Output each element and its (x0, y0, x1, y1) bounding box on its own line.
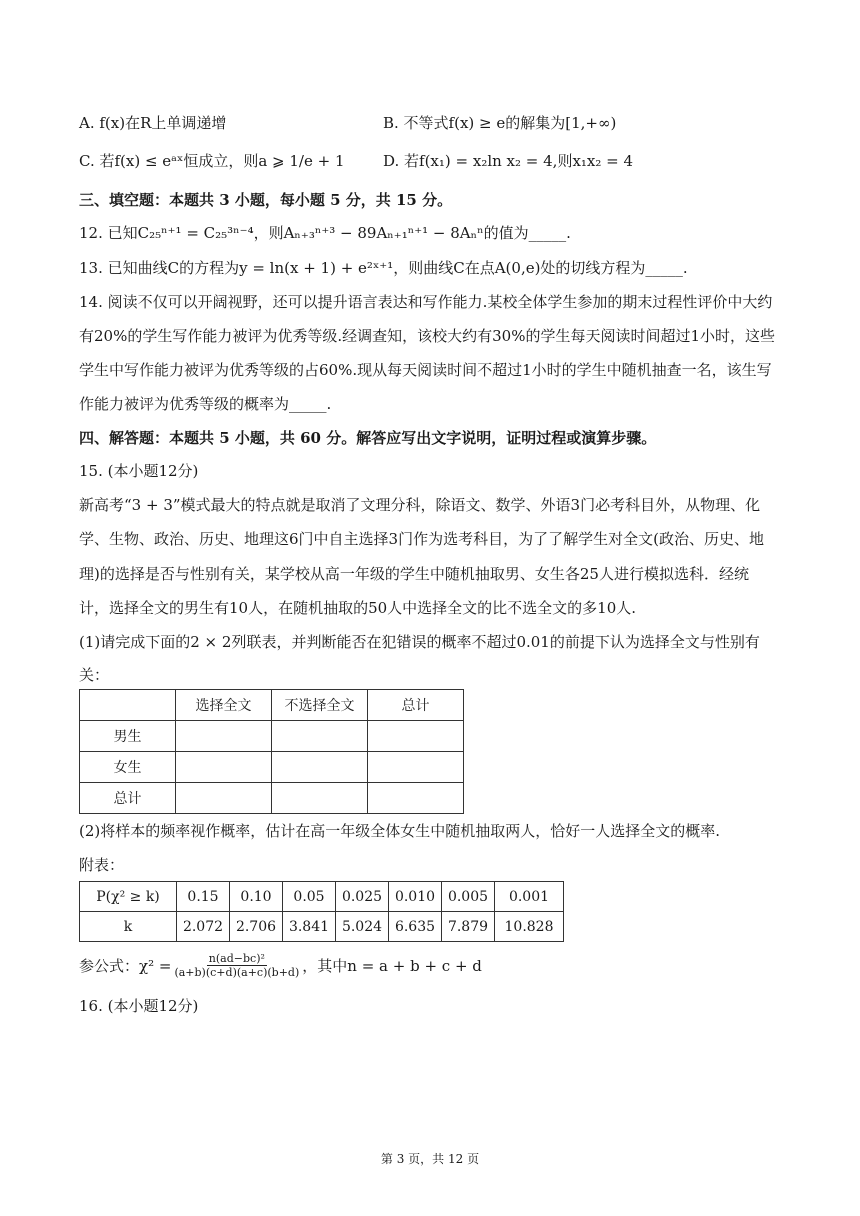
table-cell: 2.072 (177, 912, 230, 942)
contingency-table (79, 689, 464, 814)
table-cell (176, 721, 272, 752)
table-cell: 0.010 (389, 882, 442, 912)
formula-denominator: (a+b)(c+d)(a+c)(b+d) (174, 966, 300, 979)
table-row (80, 783, 464, 814)
table-cell: 7.879 (442, 912, 495, 942)
question-16-heading: 16. (本小题12分) (79, 997, 199, 1015)
question-13: 13. 已知曲线C的方程为y = ln(x + 1) + e²ˣ⁺¹，则曲线C在点A(0,e)处的切线方程为_____. (79, 259, 688, 277)
question-15-body-line: 学、生物、政治、历史、地理这6门中自主选择3门作为选考科目，为了了解学生对全文(政治、历史、地 (79, 530, 764, 548)
option-c: C. 若f(x) ≤ eᵃˣ恒成立，则a ⩾ 1/e + 1 (79, 152, 345, 170)
question-15-part-2: (2)将样本的频率视作概率，估计在高一年级全体女生中随机抽取两人，恰好一人选择全文的概率. (79, 822, 721, 840)
reference-formula (79, 952, 482, 979)
section-3-heading: 三、填空题：本题共 3 小题，每小题 5 分，共 15 分。 (79, 191, 453, 209)
table-cell (272, 783, 368, 814)
question-12: 12. 已知C₂₅ⁿ⁺¹ = C₂₅³ⁿ⁻⁴，则Aₙ₊₃ⁿ⁺³ − 89Aₙ₊₁ⁿ⁺¹ − 8Aₙⁿ的值为_____. (79, 224, 571, 242)
page-footer: 第 3 页，共 12 页 (380, 1152, 480, 1166)
table-cell (368, 752, 464, 783)
table-cell: P(χ² ≥ k) (80, 882, 177, 912)
question-15-body-line: 计，选择全文的男生有10人，在随机抽取的50人中选择全文的比不选全文的多10人. (79, 599, 637, 617)
table-cell: 不选择全文 (272, 690, 368, 721)
question-15-body-line: 理)的选择是否与性别有关，某学校从高一年级的学生中随机抽取男、女生各25人进行模拟选科．经统 (79, 565, 749, 583)
formula-prefix: 参公式：χ² = (79, 956, 172, 975)
question-15-heading: 15. (本小题12分) (79, 462, 199, 480)
table-row (80, 721, 464, 752)
question-15-part-1-line: 关： (79, 666, 110, 684)
option-a: A. f(x)在R上单调递增 (79, 114, 227, 132)
table-cell (368, 721, 464, 752)
table-row (80, 882, 564, 912)
table-row (80, 690, 464, 721)
table-cell (176, 752, 272, 783)
question-14-line: 作能力被评为优秀等级的概率为_____. (79, 395, 332, 413)
question-14-line: 有20%的学生写作能力被评为优秀等级.经调查知，该校大约有30%的学生每天阅读时间超过1小时，这些 (79, 327, 775, 345)
table-cell: 5.024 (336, 912, 389, 942)
chi-square-table (79, 881, 564, 942)
option-b: B. 不等式f(x) ≥ e的解集为[1,+∞) (383, 114, 617, 132)
table-cell: 0.05 (283, 882, 336, 912)
table-cell (368, 783, 464, 814)
table-cell: 10.828 (495, 912, 564, 942)
table-cell: 0.15 (177, 882, 230, 912)
table-cell: 3.841 (283, 912, 336, 942)
table-cell: 0.001 (495, 882, 564, 912)
question-15-part-1-line: (1)请完成下面的2 × 2列联表，并判断能否在犯错误的概率不超过0.01的前提下认为选择全文与性别有 (79, 633, 760, 651)
table-cell: 总计 (80, 783, 176, 814)
table-cell: 女生 (80, 752, 176, 783)
table-cell: 2.706 (230, 912, 283, 942)
table-cell (176, 783, 272, 814)
formula-suffix: ，其中n = a + b + c + d (302, 956, 482, 975)
table-row (80, 752, 464, 783)
question-14-line: 学生中写作能力被评为优秀等级的占60%.现从每天阅读时间不超过1小时的学生中随机抽查一名，该生写 (79, 361, 772, 379)
table-cell: 0.10 (230, 882, 283, 912)
table-cell: 0.025 (336, 882, 389, 912)
table-cell: 0.005 (442, 882, 495, 912)
formula-numerator: n(ad−bc)² (208, 952, 265, 965)
table-cell (272, 752, 368, 783)
option-d: D. 若f(x₁) = x₂ln x₂ = 4,则x₁x₂ = 4 (383, 152, 634, 170)
table-cell (80, 690, 176, 721)
table-cell: 总计 (368, 690, 464, 721)
section-4-heading: 四、解答题：本题共 5 小题，共 60 分。解答应写出文字说明，证明过程或演算步骤。 (79, 429, 657, 447)
table-row (80, 912, 564, 942)
table-cell (272, 721, 368, 752)
table-cell: 选择全文 (176, 690, 272, 721)
formula-fraction (174, 952, 299, 979)
table-cell: 男生 (80, 721, 176, 752)
table-cell: 6.635 (389, 912, 442, 942)
question-14-line: 14. 阅读不仅可以开阔视野，还可以提升语言表达和写作能力.某校全体学生参加的期末过程性评价中大约 (79, 293, 773, 311)
table-cell: k (80, 912, 177, 942)
question-15-body-line: 新高考“3 + 3”模式最大的特点就是取消了文理分科，除语文、数学、外语3门必考科目外，从物理、化 (79, 496, 761, 514)
appendix-label: 附表： (79, 856, 125, 874)
